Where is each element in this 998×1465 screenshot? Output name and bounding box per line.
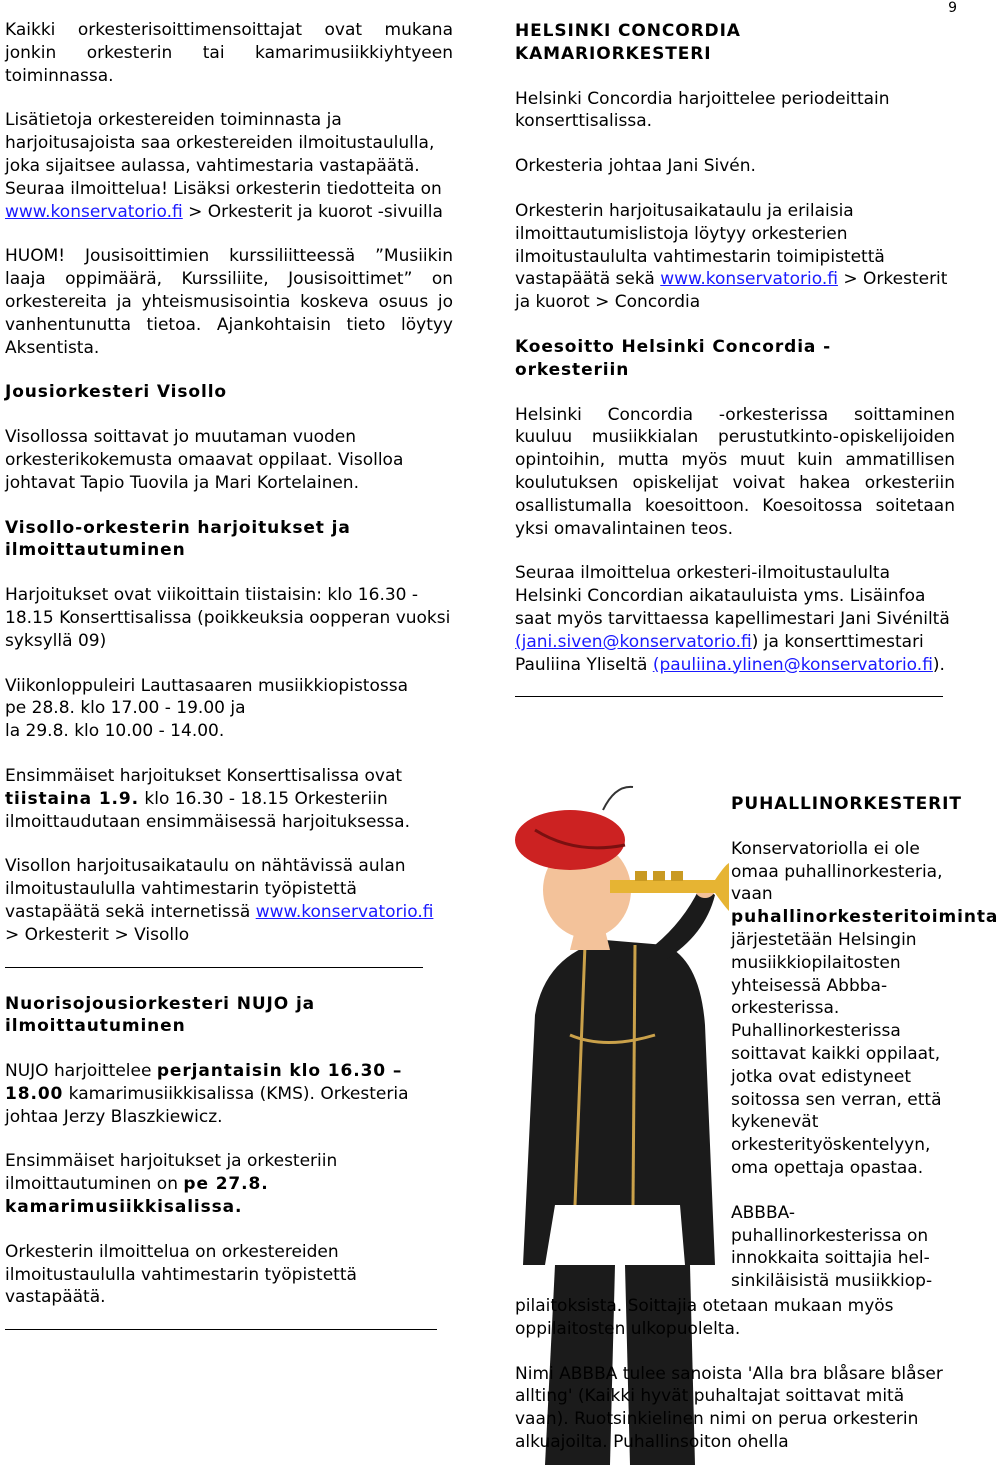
puhallin-heading: PUHALLINORKESTERIT <box>731 794 962 814</box>
puha-bold: puhallinorkesteritoiminta <box>731 907 998 928</box>
divider <box>5 967 423 968</box>
hck-heading: HELSINKI CONCORDIA KAMARIORKESTERI <box>515 21 741 64</box>
harj4-text: Visollon harjoitusaikataulu on nähtävissä aulan ilmoitustaululla vahtimestarin työpistettä vastapäätä sekä internetissä <box>5 856 406 922</box>
harj3-text-end: klo 16.30 - 18.15 Orkesteriin ilmoittaudutaan ensimmäisessä harjoituksessa. <box>5 788 410 832</box>
nujo-time: perjantaisin klo 16.30 – 18.00 <box>5 1061 403 1104</box>
nimi-paragraph: Nimi ABBBA tulee sanoista 'Alla bra blåsare blåser allting' (Kaikki hyvät puhaltajat soittavat mitä vaan). Ruotsinkielinen nimi on perua orkesterin alkuajoilta. Puhallinsoiton ohella <box>515 1363 943 1452</box>
hck3-text-end: > Orkesterit ja kuorot > Concordia <box>515 269 948 313</box>
intro-paragraph: Kaikki orkesterisoittimensoittajat ovat mukana jonkin orkesterin tai kamarimusiikkiyhtyeen toiminnassa. <box>5 20 453 86</box>
info-text-end: > Orkesterit ja kuorot -sivuilla <box>182 201 443 222</box>
koe2-text: Seuraa ilmoittelua orkesteri-ilmoitustaululta Helsinki Concordian aikatauluista yms. Lisäinfoa saat myös tarvittaessa kapellimestari Jani Sivéniltä <box>515 563 950 629</box>
divider-bottom <box>5 1329 437 1330</box>
koesoitto-paragraph-2 <box>515 562 955 676</box>
hck-paragraph-2: Orkesteria johtaa Jani Sivén. <box>515 156 756 177</box>
visollo-paragraph: Visollossa soittavat jo muutaman vuoden orkesterikokemusta omaavat oppilaat. Visolloa johtavat Tapio Tuovila ja Mari Kortelainen. <box>5 427 404 493</box>
koe2-text-end: ). <box>932 654 945 675</box>
hck3-text: Orkesterin harjoitusaikataulu ja erilaisia ilmoittautumislistoja löytyy orkesterien ilmoitustaululta vahtimestarin toimipistettä vastapäätä sekä <box>515 200 885 290</box>
nujo2-date: pe 27.8. kamarimusiikkisalissa. <box>5 1174 269 1218</box>
nujo-text-end: kamarimusiikkisalissa (KMS). Orkesteria johtaa Jerzy Blaszkiewicz. <box>5 1083 409 1127</box>
left-column <box>5 0 453 1330</box>
pauliina-email-link[interactable]: (pauliina.ylinen@konservatorio.fi <box>652 654 933 675</box>
divider-right <box>515 696 943 697</box>
abbba-line-4: sinkiläisistä musiikkiop- <box>731 1271 933 1292</box>
abbba-line-2: puhallinorkesterissa on <box>731 1225 929 1246</box>
visollo-link[interactable]: www.konservatorio.fi <box>255 901 434 922</box>
nujo-heading: Nuorisojousiorkesteri NUJO ja ilmoittautuminen <box>5 993 316 1037</box>
abbba-continuation <box>515 1295 955 1454</box>
konservatorio-link[interactable]: www.konservatorio.fi <box>5 201 183 222</box>
koesoitto-paragraph-1: Helsinki Concordia -orkesterissa soittaminen kuuluu musiikkialan perustutkinto-opiskelijoiden opintoihin, mutta myös muut kuin ammatillisen koulutuksen opiskelijat voivat hakea orkesteriin osallistumalla koesoittoon. Koesoitossa soitetaan yksi omavalintainen teos. <box>515 404 955 539</box>
visollo-heading: Jousiorkesteri Visollo <box>5 382 228 403</box>
concordia-link[interactable]: www.konservatorio.fi <box>660 269 838 290</box>
harj-paragraph-4 <box>5 855 453 946</box>
harj-paragraph-2 <box>5 675 453 743</box>
harj3-text: Ensimmäiset harjoitukset Konserttisalissa ovat <box>5 765 403 786</box>
harj3-date: tiistaina 1.9. <box>5 788 139 809</box>
visollo-harj-heading: Visollo-orkesterin harjoitukset ja ilmoittautuminen <box>5 517 351 561</box>
harj-paragraph-1: Harjoitukset ovat viikoittain tiistaisin: klo 16.30 - 18.15 Konserttisalissa (poikkeuksia oopperan vuoksi syksyllä 09) <box>5 585 451 651</box>
koe2-text-mid: ) ja konserttimestari Pauliina Yliseltä <box>515 631 924 675</box>
leiri-line-3: la 29.8. klo 10.00 - 14.00. <box>5 721 225 742</box>
right-column <box>515 0 955 697</box>
info-paragraph <box>5 109 453 223</box>
puhallin-block <box>731 793 998 1293</box>
page-number: 9 <box>948 0 957 16</box>
puhallin-paragraph <box>731 838 998 1180</box>
huom-paragraph: HUOM! Jousisoittimien kurssiliitteessä ”Musiikin laaja oppimäärä, Kurssiliite, Jousisoittimet” on orkestereita ja yhteismusisointia koskeva osuus jo vanhentunutta tietoa. Ajankohtaisin tieto löytyy Aksentista. <box>5 246 453 358</box>
nujo-paragraph-1 <box>5 1060 453 1128</box>
nujo-text: harjoittelee <box>48 1061 157 1082</box>
puha-text-end: järjestetään Helsingin musiikkiopilaitosten yhteisessä Abbba-orkesterissa. Puhallinorkesterissa soittavat kaikki oppilaat, jotka ovat edistyneet soitossa sen verran, että kykenevät orkesterityöskentelyyn, oma opettaja opastaa. <box>731 929 942 1178</box>
koesoitto-heading: Koesoitto Helsinki Concordia -orkesteriin <box>515 336 832 380</box>
puha-text: Konservatoriolla ei ole omaa puhallinorkesteria, vaan <box>731 838 943 905</box>
harj-paragraph-3 <box>5 765 453 833</box>
abbba-line-3: innokkaita soittajia hel- <box>731 1248 930 1269</box>
hck-paragraph-1: Helsinki Concordia harjoittelee periodeittain konserttisalissa. <box>515 88 890 132</box>
abbba-intro <box>731 1202 957 1293</box>
nujo2-text: Ensimmäiset harjoitukset ja orkesteriin ilmoittautuminen on <box>5 1151 338 1195</box>
leiri-line-2: pe 28.8. klo 17.00 - 19.00 ja <box>5 698 246 719</box>
hck-paragraph-3 <box>515 200 955 314</box>
abbba-line-1: ABBBA- <box>731 1202 796 1223</box>
leiri-line-1: Viikonloppuleiri Lauttasaaren musiikkiopistossa <box>5 675 408 696</box>
nujo-paragraph-3: Orkesterin ilmoittelua on orkestereiden ilmoitustaululla vahtimestarin työpistettä vastapäätä. <box>5 1241 357 1308</box>
abbba-rest: pilaitoksista. Soittajia otetaan mukaan myös oppilaitosten ulkopuolelta. <box>515 1296 894 1339</box>
harj4-text-end: > Orkesterit > Visollo <box>5 924 190 945</box>
jani-email-link[interactable]: (jani.siven@konservatorio.fi <box>515 631 752 652</box>
nujo-paragraph-2 <box>5 1150 453 1218</box>
nujo-name: NUJO <box>5 1061 49 1082</box>
info-text: Lisätietoja orkestereiden toiminnasta ja harjoitusajoista saa orkestereiden ilmoitustaululla, joka sijaitsee aulassa, vahtimestaria vastapäätä. Seuraa ilmoittelua! Lisäksi orkesterin tiedotteita on <box>5 110 442 199</box>
